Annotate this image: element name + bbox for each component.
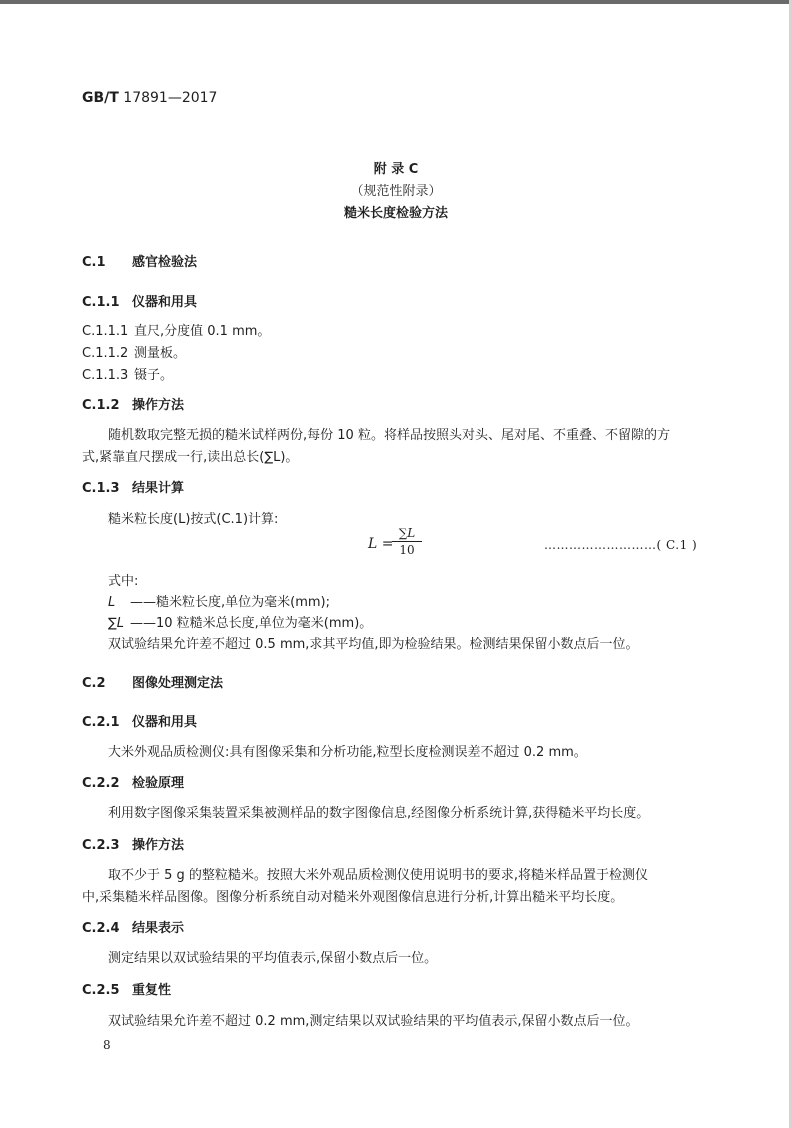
scan-edge-top	[0, 0, 792, 4]
variable-definition: ∑L ——10 粒糙米总长度,单位为毫米(mm)。	[108, 616, 373, 631]
section-c24-heading: C.2.4 结果表示	[82, 921, 185, 936]
formula-lhs: L =	[368, 536, 394, 552]
paragraph-line: 取不少于 5 g 的整粒糙米。按照大米外观品质检测仪使用说明书的要求,将糙米样品置于检测仪	[108, 868, 649, 883]
section-c1-heading: C.1 感官检验法	[82, 255, 198, 270]
paragraph-line: 糙米粒长度(L)按式(C.1)计算:	[108, 512, 279, 527]
formula-denominator: 10	[399, 543, 415, 557]
annex-name: 糙米长度检验方法	[343, 206, 448, 221]
paragraph-line: 测定结果以双试验结果的平均值表示,保留小数点后一位。	[108, 951, 438, 966]
paragraph-line: 大米外观品质检测仪:具有图像采集和分析功能,粒型长度检测误差不超过 0.2 mm。	[108, 745, 587, 760]
section-c21-heading: C.2.1 仪器和用具	[82, 715, 198, 730]
paragraph-line: 中,采集糙米样品图像。图像分析系统自动对糙米外观图像信息进行分析,计算出糙米平均长度。	[82, 890, 624, 905]
section-c12-heading: C.1.2 操作方法	[82, 398, 185, 413]
paragraph-line: 利用数字图像采集装置采集被测样品的数字图像信息,经图像分析系统计算,获得糙米平均长度。	[108, 806, 650, 821]
section-c23-heading: C.2.3 操作方法	[82, 838, 185, 853]
formula-fraction	[392, 526, 422, 557]
list-item: C.1.1.1 直尺,分度值 0.1 mm。	[82, 324, 271, 339]
section-c11-heading: C.1.1 仪器和用具	[82, 295, 198, 310]
standard-code: GB/T 17891—2017	[82, 90, 218, 106]
section-c25-heading: C.2.5 重复性	[82, 983, 172, 998]
equation-number: ………………………( C.1 )	[544, 538, 698, 552]
formula-numerator: ∑L	[392, 526, 422, 542]
annex-subtitle: （规范性附录）	[350, 184, 442, 199]
where-label: 式中:	[108, 574, 139, 589]
list-item: C.1.1.2 测量板。	[82, 346, 187, 361]
paragraph-line: 双试验结果允许差不超过 0.5 mm,求其平均值,即为检验结果。检测结果保留小数点后一位。	[108, 637, 639, 652]
variable-definition: L ——糙米粒长度,单位为毫米(mm);	[108, 595, 330, 610]
page-number: 8	[103, 1038, 111, 1052]
section-c13-heading: C.1.3 结果计算	[82, 481, 185, 496]
section-c2-heading: C.2 图像处理测定法	[82, 676, 224, 691]
list-item: C.1.1.3 镊子。	[82, 368, 174, 383]
paragraph-line: 随机数取完整无损的糙米试样两份,每份 10 粒。将样品按照头对头、尾对尾、不重叠、不留隙的方	[108, 428, 670, 443]
paragraph-line: 式,紧靠直尺摆成一行,读出总长(∑L)。	[82, 450, 299, 465]
section-c22-heading: C.2.2 检验原理	[82, 776, 185, 791]
annex-title: 附 录 C	[373, 162, 419, 177]
paragraph-line: 双试验结果允许差不超过 0.2 mm,测定结果以双试验结果的平均值表示,保留小数点后一位。	[108, 1014, 639, 1029]
